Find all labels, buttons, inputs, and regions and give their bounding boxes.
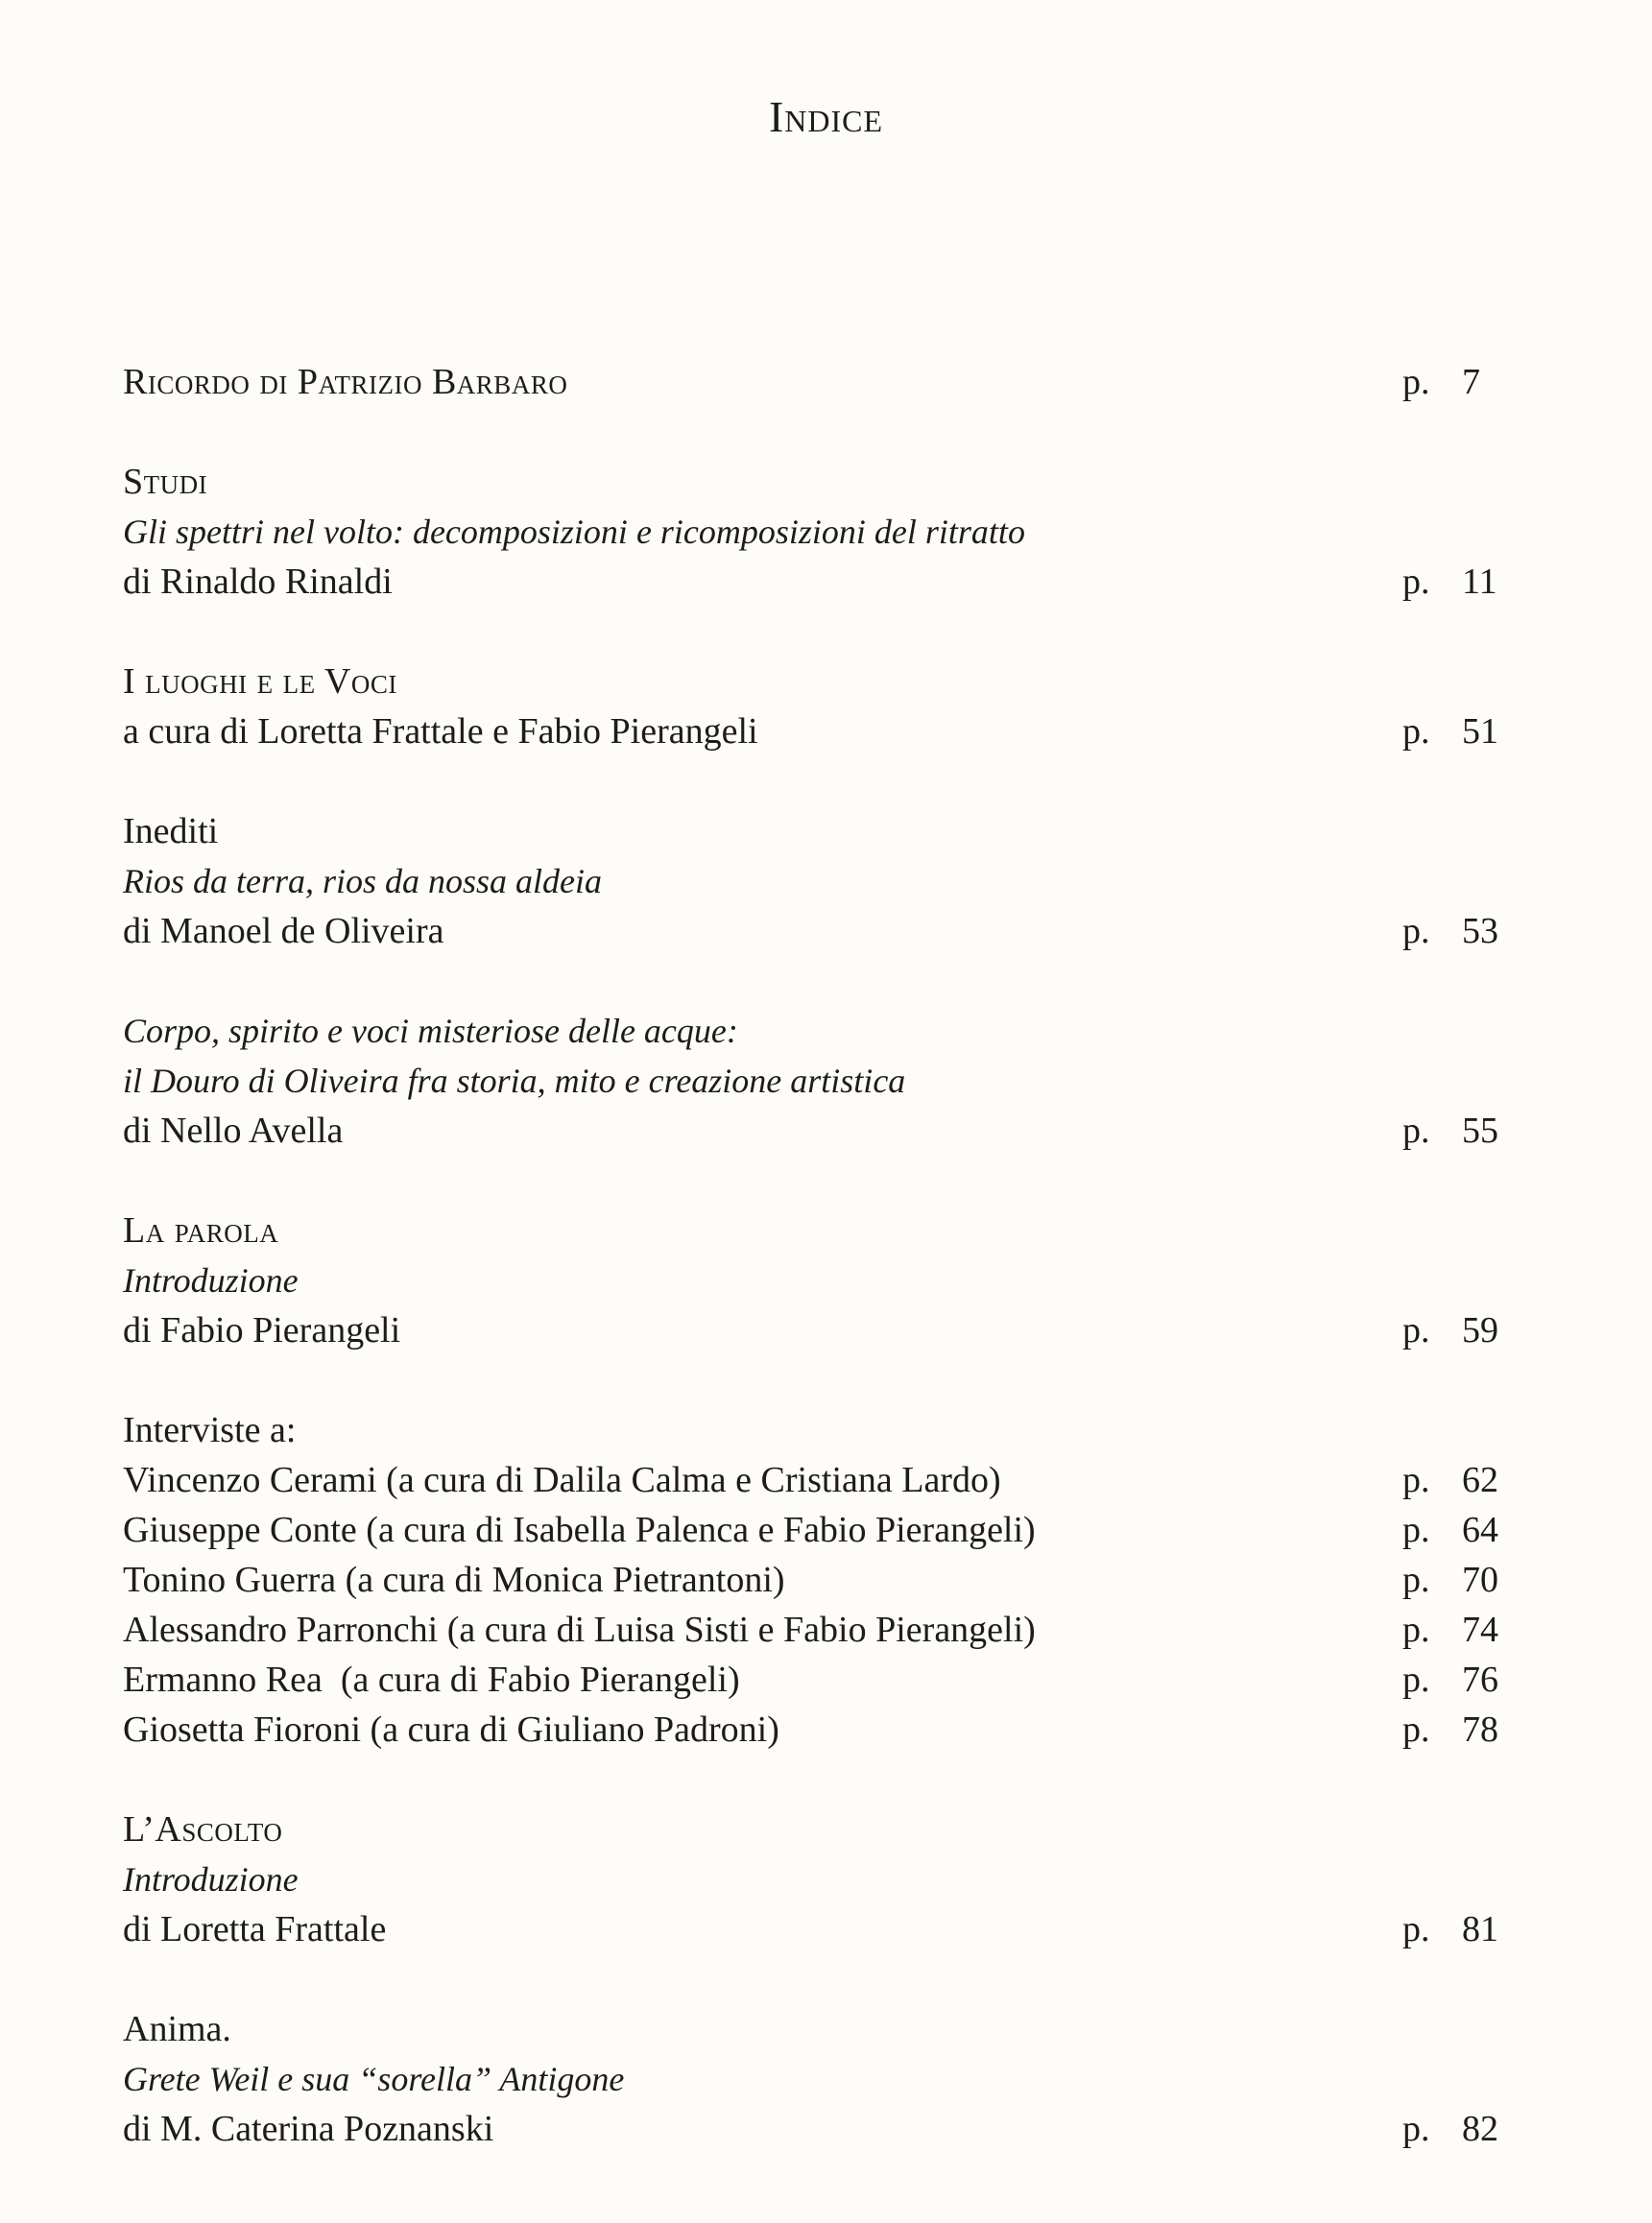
section-heading-interviste — [123, 1405, 1527, 1455]
page-number: 53 — [1462, 911, 1498, 951]
entry-author: di Rinaldo Rinaldi — [123, 562, 393, 602]
page-prefix: p. — [1402, 1660, 1430, 1700]
page-ref — [1402, 1705, 1527, 1755]
page-ref — [1402, 706, 1527, 756]
page-prefix: p. — [1402, 562, 1430, 602]
page-ref — [1402, 557, 1527, 607]
section-heading: I luoghi e le Voci — [123, 661, 397, 702]
toc-entry-ascolto — [123, 1904, 1527, 1954]
entry-title: Introduzione — [123, 1860, 299, 1899]
entry-title: Introduzione — [123, 1261, 299, 1300]
entry-author: di Fabio Pierangeli — [123, 1310, 401, 1351]
page-prefix: p. — [1402, 711, 1430, 752]
page-number: 55 — [1462, 1111, 1498, 1151]
entry-title-row — [123, 1006, 1527, 1056]
page-number: 62 — [1462, 1460, 1498, 1500]
page-ref — [1402, 357, 1527, 407]
interview-entry — [123, 1655, 1527, 1705]
page-prefix: p. — [1402, 1909, 1430, 1949]
interview-text: Tonino Guerra (a cura di Monica Pietrantoni) — [123, 1560, 785, 1600]
page-number: 64 — [1462, 1510, 1498, 1550]
page-prefix: p. — [1402, 2109, 1430, 2149]
page-prefix: p. — [1402, 1709, 1430, 1750]
page-number: 76 — [1462, 1660, 1498, 1700]
page-ref — [1402, 1655, 1527, 1705]
page-number: 70 — [1462, 1560, 1498, 1600]
page-ref — [1402, 1605, 1527, 1655]
page-title: Indice — [768, 92, 884, 141]
entry-author: di Nello Avella — [123, 1111, 344, 1151]
interview-entry — [123, 1705, 1527, 1755]
section-heading-luoghi — [123, 657, 1527, 706]
toc-entry-studi — [123, 557, 1527, 607]
toc-entry-anima — [123, 2104, 1527, 2154]
section-heading: Inediti — [123, 811, 219, 851]
interview-text: Giuseppe Conte (a cura di Isabella Palenca e Fabio Pierangeli) — [123, 1510, 1036, 1550]
section-heading: Ricordo di Patrizio Barbaro — [123, 362, 568, 402]
interview-text: Alessandro Parronchi (a cura di Luisa Sisti e Fabio Pierangeli) — [123, 1610, 1036, 1650]
page-prefix: p. — [1402, 1560, 1430, 1600]
page-number: 78 — [1462, 1709, 1498, 1750]
interview-text: Vincenzo Cerami (a cura di Dalila Calma e Cristiana Lardo) — [123, 1460, 1001, 1500]
section-heading-inediti — [123, 806, 1527, 856]
entry-author: a cura di Loretta Frattale e Fabio Pierangeli — [123, 711, 758, 752]
toc-entry-parola — [123, 1305, 1527, 1355]
page-ref — [1402, 1455, 1527, 1505]
entry-author: di M. Caterina Poznanski — [123, 2109, 494, 2149]
page-number: 51 — [1462, 711, 1498, 752]
page-ref — [1402, 1106, 1527, 1156]
page-ref — [1402, 1555, 1527, 1605]
page-number: 59 — [1462, 1310, 1498, 1351]
page-prefix: p. — [1402, 911, 1430, 951]
page-prefix: p. — [1402, 1460, 1430, 1500]
section-heading: L’Ascolto — [123, 1809, 283, 1850]
page-ref — [1402, 1505, 1527, 1555]
page-prefix: p. — [1402, 1610, 1430, 1650]
page-number: 74 — [1462, 1610, 1498, 1650]
entry-title: Corpo, spirito e voci misteriose delle acque: — [123, 1012, 738, 1050]
entry-title-row — [123, 1255, 1527, 1305]
toc-entry-luoghi — [123, 706, 1527, 756]
entry-title-row — [123, 856, 1527, 906]
section-heading-ascolto — [123, 1805, 1527, 1854]
page-number: 81 — [1462, 1909, 1498, 1949]
page-number: 7 — [1462, 362, 1480, 402]
toc-entry-inediti — [123, 906, 1527, 956]
interview-entry — [123, 1605, 1527, 1655]
section-heading-parola — [123, 1206, 1527, 1255]
entry-title-row — [123, 1854, 1527, 1904]
section-heading: Studi — [123, 462, 208, 502]
interview-entry — [123, 1455, 1527, 1505]
section-heading: Anima. — [123, 2009, 231, 2049]
entry-author: di Manoel de Oliveira — [123, 911, 444, 951]
section-heading-studi — [123, 457, 1527, 507]
page-prefix: p. — [1402, 1510, 1430, 1550]
entry-author: di Loretta Frattale — [123, 1909, 387, 1949]
interview-text: Giosetta Fioroni (a cura di Giuliano Padroni) — [123, 1709, 779, 1750]
page-prefix: p. — [1402, 1111, 1430, 1151]
section-heading: Interviste a: — [123, 1410, 297, 1450]
section-heading: La parola — [123, 1210, 279, 1251]
entry-title: il Douro di Oliveira fra storia, mito e creazione artistica — [123, 1062, 906, 1100]
section-heading-anima — [123, 2004, 1527, 2054]
entry-title-row — [123, 507, 1527, 557]
page-prefix: p. — [1402, 362, 1430, 402]
toc-entry-ricordo — [123, 357, 1527, 407]
entry-title: Gli spettri nel volto: decomposizioni e ricomposizioni del ritratto — [123, 513, 1025, 551]
page-number: 82 — [1462, 2109, 1498, 2149]
page-number: 11 — [1462, 562, 1497, 602]
entry-title-row — [123, 2054, 1527, 2104]
page-ref — [1402, 2104, 1527, 2154]
page-ref — [1402, 1305, 1527, 1355]
page-prefix: p. — [1402, 1310, 1430, 1351]
interview-text: Ermanno Rea (a cura di Fabio Pierangeli) — [123, 1660, 740, 1700]
interview-entry — [123, 1505, 1527, 1555]
entry-title: Rios da terra, rios da nossa aldeia — [123, 862, 603, 900]
entry-title-row — [123, 1056, 1527, 1106]
entry-title: Grete Weil e sua “sorella” Antigone — [123, 2060, 625, 2098]
page-ref — [1402, 1904, 1527, 1954]
toc-entry-corpo — [123, 1106, 1527, 1156]
page-ref — [1402, 906, 1527, 956]
interview-entry — [123, 1555, 1527, 1605]
